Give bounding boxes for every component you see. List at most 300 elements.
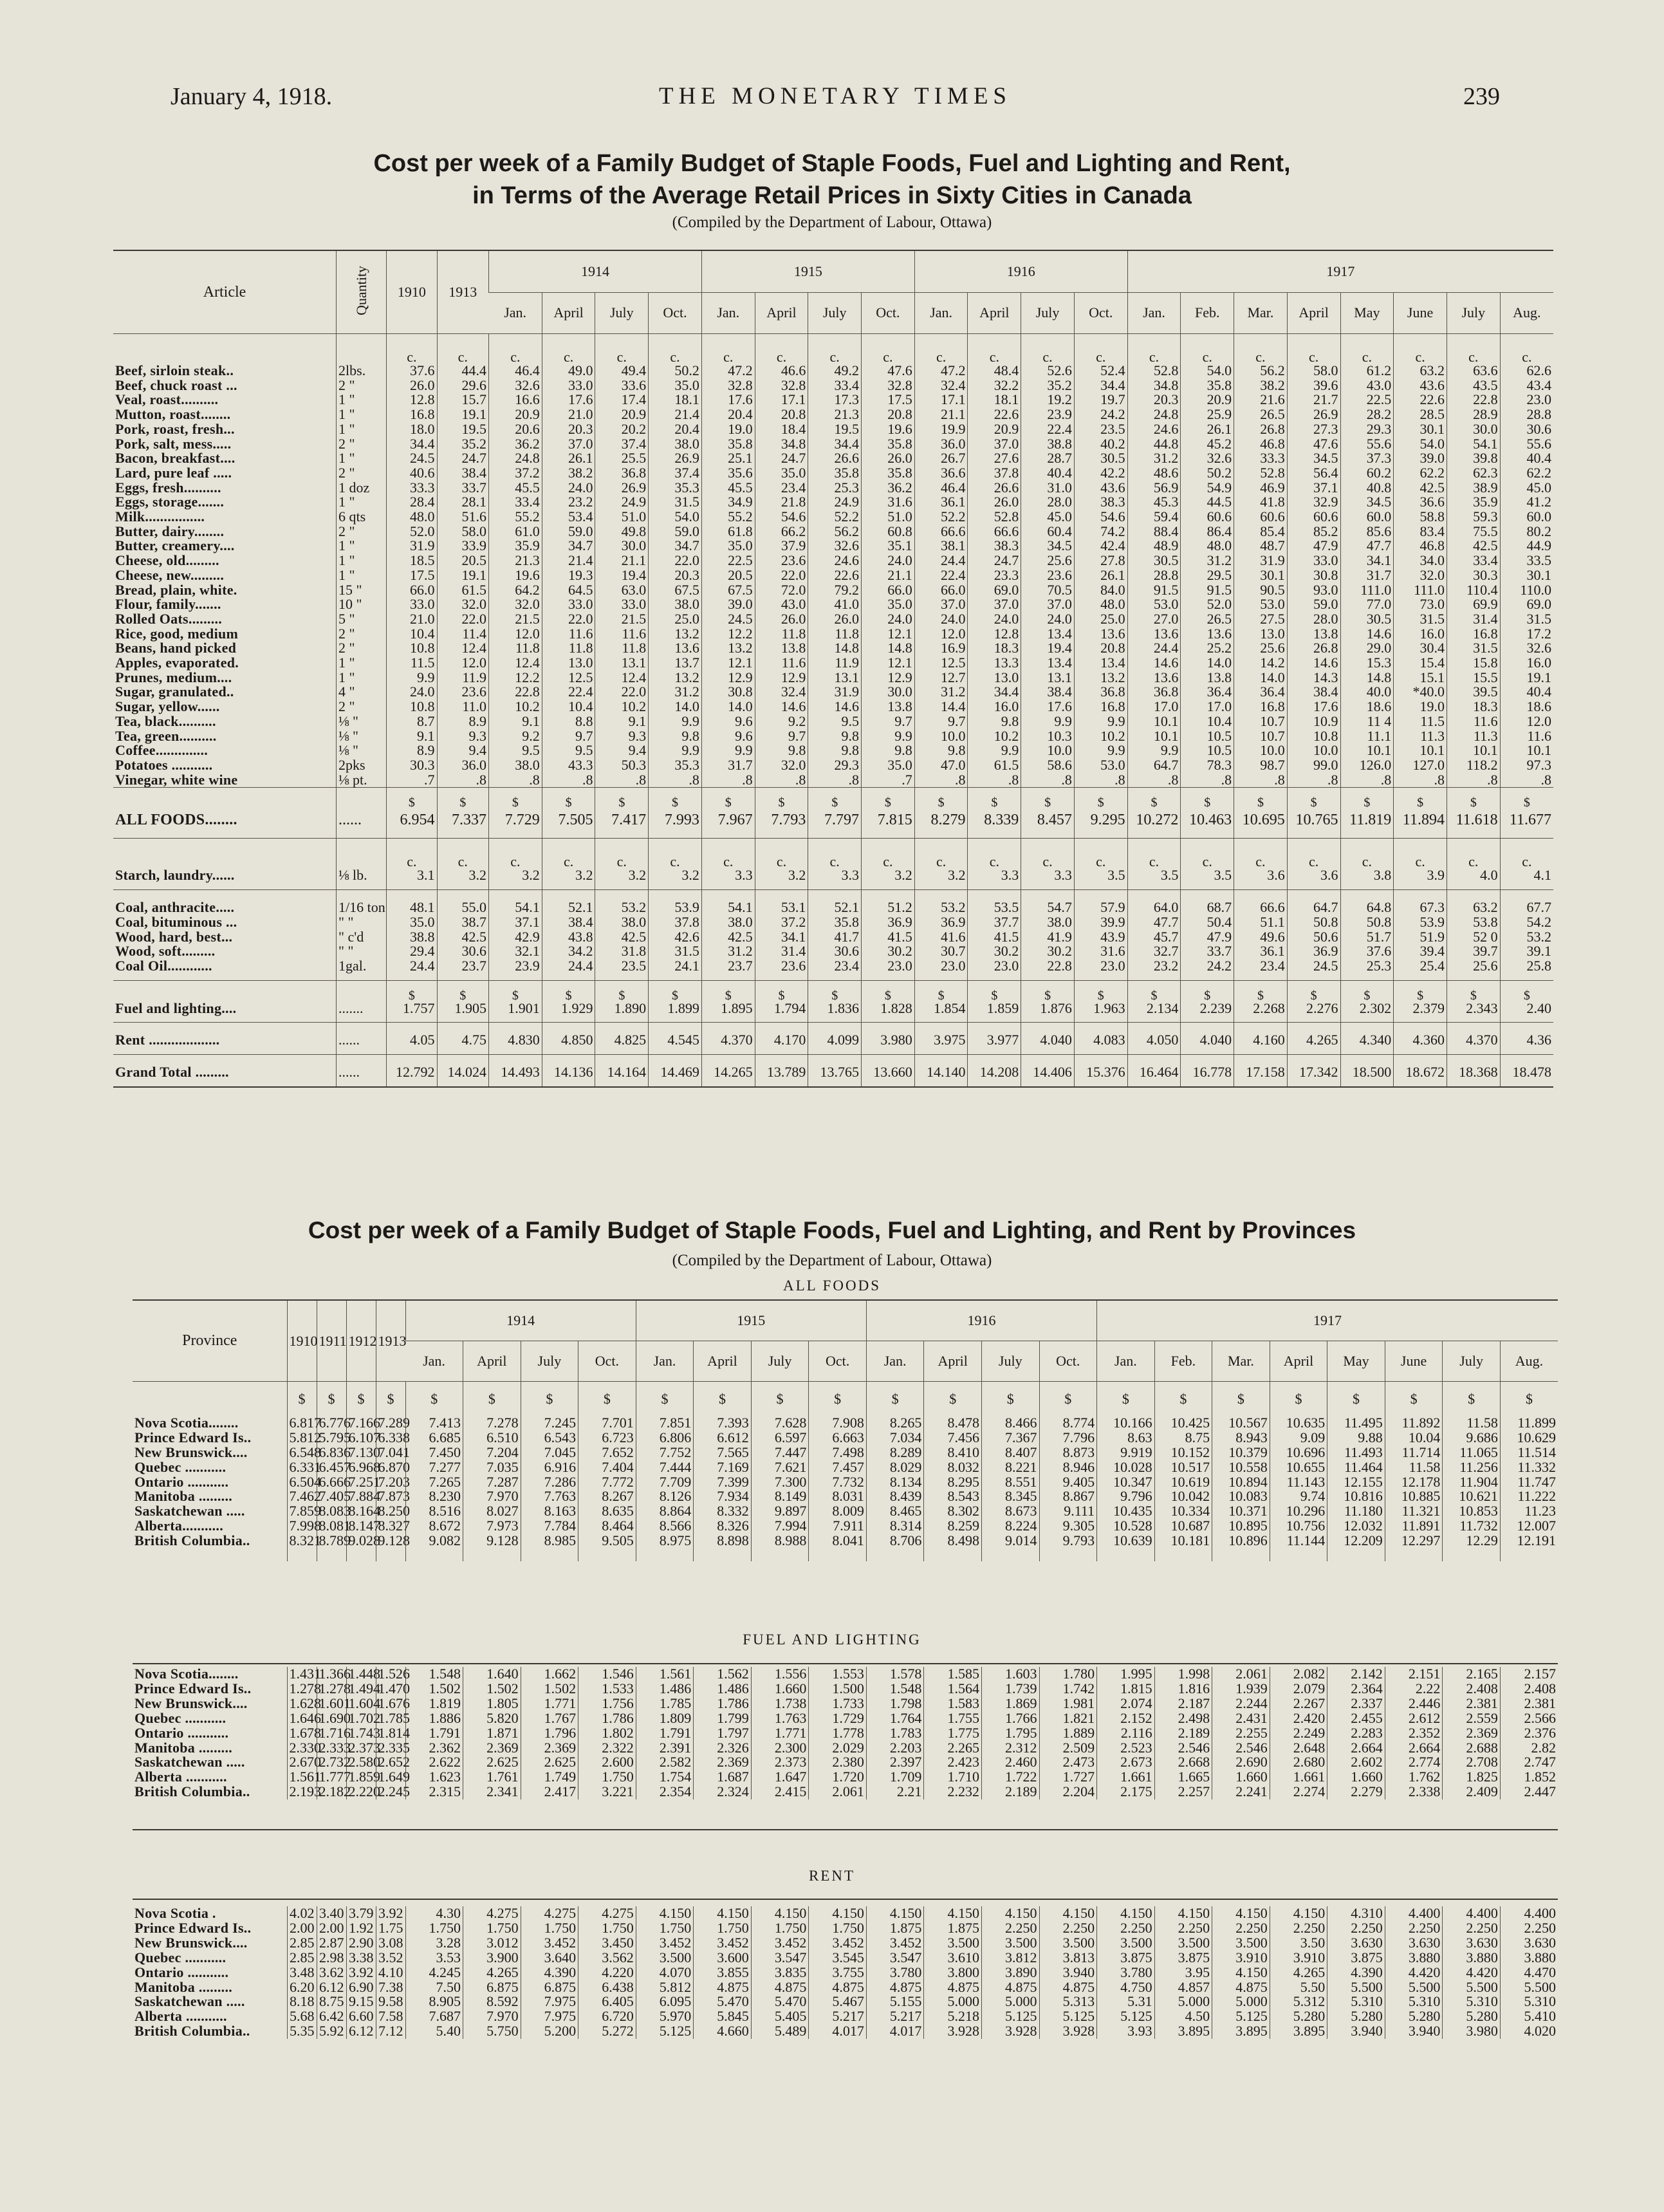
value-cell: 7.628 [751, 1416, 809, 1431]
value-cell: 31.9 [387, 539, 437, 553]
value-cell: 54.1 [489, 890, 542, 915]
quantity: 1 " [337, 422, 387, 437]
value-cell: 7.12 [376, 2024, 405, 2039]
value-cell: 38.3 [1074, 495, 1127, 510]
value-cell: 1.743 [346, 1726, 376, 1741]
dollar-sign: $ [1270, 1382, 1327, 1416]
dollar-sign: $ [521, 1382, 578, 1416]
article-label: Milk................ [115, 508, 205, 525]
value-cell: 5.280 [1270, 2009, 1327, 2024]
value-cell: 48.4 [968, 364, 1021, 378]
value-cell: 5.500 [1327, 1980, 1385, 1995]
value-cell: 26.6 [808, 451, 862, 466]
value-cell: 12.8 [968, 627, 1021, 642]
value-cell: 8.635 [578, 1504, 636, 1519]
value-cell: 2.498 [1154, 1711, 1212, 1726]
value-cell: 1.716 [317, 1726, 346, 1741]
value-cell: 66.0 [914, 583, 968, 598]
value-cell: 69.9 [1447, 597, 1500, 612]
value-cell: 32.8 [701, 378, 755, 393]
col-year: 1913 [376, 1300, 405, 1382]
province-label: British Columbia.. [134, 1783, 250, 1800]
value-cell: 43.6 [1394, 378, 1447, 393]
value-cell: 29.0 [1340, 641, 1394, 656]
value-cell: 21.3 [489, 553, 542, 568]
value-cell: 8.774 [1039, 1416, 1097, 1431]
value-cell: 64.7 [1127, 758, 1181, 773]
unit-cell: c. [437, 839, 488, 869]
value-cell: 17.342 [1287, 1055, 1340, 1087]
value-cell: 8.230 [405, 1489, 463, 1504]
value-cell: 40.6 [387, 466, 437, 481]
food-row [113, 393, 1553, 407]
province-label: New Brunswick.... [134, 1444, 248, 1460]
value-cell: 4.750 [1097, 1980, 1155, 1995]
value-cell: 2.333 [317, 1741, 346, 1756]
quantity: 2lbs. [337, 364, 387, 378]
value-cell: 7.797 [808, 808, 862, 839]
value-cell: 1.640 [463, 1667, 521, 1682]
value-cell: 20.3 [1127, 393, 1181, 407]
blank [751, 1548, 809, 1561]
value-cell: 9.405 [1039, 1475, 1097, 1490]
value-cell: 10.4 [1181, 714, 1234, 729]
value-cell: 10.2 [968, 729, 1021, 744]
month-header: Jan. [489, 292, 542, 334]
value-cell: 34.8 [755, 437, 808, 452]
value-cell: 39.0 [1394, 451, 1447, 466]
value-cell: 10.896 [1212, 1534, 1270, 1548]
value-cell: 17.5 [862, 393, 915, 407]
value-cell: 30.8 [701, 685, 755, 700]
value-cell: 2.680 [1270, 1755, 1327, 1770]
month-header: Jan. [636, 1341, 694, 1382]
value-cell: 1.819 [405, 1696, 463, 1711]
value-cell: 5.795 [317, 1431, 346, 1445]
value-cell: 4.875 [1039, 1980, 1097, 1995]
value-cell: 3.890 [981, 1966, 1039, 1980]
value-cell: 1.754 [636, 1770, 694, 1785]
value-cell: 42.5 [1447, 539, 1500, 553]
value-cell: 10.517 [1154, 1460, 1212, 1475]
value-cell: 9.9 [649, 743, 702, 758]
value-cell: 57.9 [1074, 890, 1127, 915]
value-cell: 72.0 [755, 583, 808, 598]
value-cell: 73.0 [1394, 597, 1447, 612]
value-cell: 53.2 [914, 890, 968, 915]
month-header: Jan. [1097, 1341, 1155, 1382]
value-cell: 31.2 [1127, 451, 1181, 466]
value-cell: 13.8 [1287, 627, 1340, 642]
value-cell: 7.815 [862, 808, 915, 839]
value-cell: 13.0 [1234, 627, 1288, 642]
value-cell: 14.265 [701, 1055, 755, 1087]
value-cell: 2.250 [1270, 1921, 1327, 1936]
province-label: Ontario ........... [134, 1964, 229, 1980]
value-cell: 56.2 [808, 525, 862, 539]
value-cell: 7.994 [751, 1519, 809, 1534]
value-cell: 52.1 [808, 890, 862, 915]
value-cell: 7.130 [346, 1445, 376, 1460]
value-cell: 1.628 [287, 1696, 317, 1711]
value-cell: 3.895 [1154, 2024, 1212, 2039]
value-cell: 14.0 [1181, 656, 1234, 671]
value-cell: 26.8 [1287, 641, 1340, 656]
dollar-sign: $ [1074, 980, 1127, 1001]
value-cell: 9.305 [1039, 1519, 1097, 1534]
value-cell: 40.4 [1500, 685, 1553, 700]
year-1914: 1914 [489, 250, 702, 292]
value-cell: 7.399 [694, 1475, 752, 1490]
value-cell: 9.7 [755, 729, 808, 744]
value-cell: 2.245 [376, 1785, 405, 1799]
province-label: Manitoba ......... [134, 1978, 233, 1995]
value-cell: 4.150 [751, 1906, 809, 1921]
value-cell: 37.8 [968, 466, 1021, 481]
value-cell: 46.6 [755, 364, 808, 378]
value-cell: 2.380 [809, 1755, 867, 1770]
blank [636, 1548, 694, 1561]
value-cell: 27.5 [1234, 612, 1288, 627]
value-cell: 3.28 [405, 1936, 463, 1951]
value-cell: 2.369 [1443, 1726, 1501, 1741]
table2-rent-body [133, 1906, 1558, 2039]
value-cell: 47.7 [1340, 539, 1394, 553]
value-cell: 3.755 [809, 1966, 867, 1980]
value-cell: 2.189 [1154, 1726, 1212, 1741]
value-cell: 25.2 [1181, 641, 1234, 656]
value-cell: 6.685 [405, 1431, 463, 1445]
value-cell: 1.661 [1270, 1770, 1327, 1785]
value-cell: 52.2 [808, 510, 862, 525]
value-cell: 36.9 [914, 915, 968, 930]
value-cell: 23.4 [755, 481, 808, 496]
value-cell: 1.502 [521, 1682, 578, 1696]
value-cell: 23.2 [542, 495, 595, 510]
value-cell: 4.275 [578, 1906, 636, 1921]
value-cell: 1.739 [981, 1682, 1039, 1696]
province-label: Manitoba ......... [134, 1488, 233, 1505]
value-cell: 23.4 [1234, 959, 1288, 980]
value-cell: 63.2 [1394, 364, 1447, 378]
value-cell: 33.4 [808, 378, 862, 393]
value-cell: 8.63 [1097, 1431, 1155, 1445]
value-cell: 3.2 [489, 868, 542, 889]
unit-cell: c. [808, 334, 862, 364]
dollar-sign: $ [1127, 788, 1181, 809]
table2-foods-body [133, 1382, 1558, 1562]
food-row [113, 525, 1553, 539]
unit-cell: c. [1500, 839, 1553, 869]
value-cell: 22.4 [914, 568, 968, 583]
value-cell: 30.3 [1447, 568, 1500, 583]
value-cell: 9.128 [376, 1534, 405, 1548]
value-cell: 2.40 [1500, 1001, 1553, 1023]
value-cell: 3.452 [866, 1936, 924, 1951]
value-cell: 15.3 [1340, 656, 1394, 671]
quantity: 2 " [337, 525, 387, 539]
value-cell: 9.028 [346, 1534, 376, 1548]
value-cell: 1.548 [405, 1667, 463, 1682]
quantity: 2 " [337, 466, 387, 481]
value-cell: 3.975 [914, 1023, 968, 1055]
dollar-sign: $ [1443, 1382, 1501, 1416]
value-cell: 10.1 [1127, 714, 1181, 729]
value-cell: 8.147 [346, 1519, 376, 1534]
value-cell: 9.9 [387, 671, 437, 685]
value-cell: 24.7 [755, 451, 808, 466]
value-cell: 60.0 [1340, 510, 1394, 525]
value-cell: 8.407 [981, 1445, 1039, 1460]
value-cell: 17.6 [701, 393, 755, 407]
value-cell: 3.940 [1039, 1966, 1097, 1980]
value-cell: 36.9 [1287, 944, 1340, 959]
fuel-table-top-rule [133, 1663, 1558, 1664]
col-year: 1912 [346, 1300, 376, 1382]
value-cell: 1.561 [636, 1667, 694, 1682]
unit-cell: c. [968, 839, 1021, 869]
value-cell: 5.312 [1270, 1994, 1327, 2009]
value-cell: 6.107 [346, 1431, 376, 1445]
value-cell: 6.968 [346, 1460, 376, 1475]
value-cell: 7.041 [376, 1445, 405, 1460]
value-cell: 66.2 [755, 525, 808, 539]
value-cell: 2.22 [1385, 1682, 1443, 1696]
value-cell: 1.661 [1097, 1770, 1155, 1785]
value-cell: 8.673 [981, 1504, 1039, 1519]
value-cell: 3.2 [649, 868, 702, 889]
value-cell: 7.687 [405, 2009, 463, 2024]
header-row-years [113, 250, 1553, 292]
value-cell: 18.672 [1394, 1055, 1447, 1087]
value-cell: 2.300 [751, 1741, 809, 1756]
value-cell: 1.750 [809, 1921, 867, 1936]
dollar-sign: $ [463, 1382, 521, 1416]
value-cell: 5.218 [924, 2009, 982, 2024]
month-header: Oct. [1039, 1341, 1097, 1382]
value-cell: 21.1 [595, 553, 649, 568]
value-cell: 2.061 [1212, 1667, 1270, 1682]
value-cell: 23.9 [1021, 407, 1075, 422]
article-label: Rolled Oats......... [115, 610, 223, 627]
value-cell: 64.2 [489, 583, 542, 598]
value-cell: 16.778 [1181, 1055, 1234, 1087]
province-label: Prince Edward Is.. [134, 1429, 252, 1445]
value-cell: 69.0 [968, 583, 1021, 598]
value-cell: 7.404 [578, 1460, 636, 1475]
value-cell: 3.2 [437, 868, 488, 889]
value-cell: 30.6 [437, 944, 488, 959]
value-cell: 10.1 [1500, 743, 1553, 758]
value-cell: 2.362 [405, 1741, 463, 1756]
value-cell: 13.6 [649, 641, 702, 656]
value-cell: 43.5 [1447, 378, 1500, 393]
value-cell: 5.155 [866, 1994, 924, 2009]
value-cell: 12.0 [1500, 714, 1553, 729]
value-cell: 7.287 [463, 1475, 521, 1490]
value-cell: 4.370 [1447, 1023, 1500, 1055]
value-cell: 2.134 [1127, 1001, 1181, 1023]
value-cell: 45.7 [1127, 930, 1181, 945]
value-cell: 14.164 [595, 1055, 649, 1087]
value-cell: 2.774 [1385, 1755, 1443, 1770]
value-cell: 5.845 [694, 2009, 752, 2024]
value-cell: 6.817 [287, 1416, 317, 1431]
article-label: Rent ................... [113, 1023, 337, 1055]
quantity: 2 " [337, 627, 387, 642]
value-cell: 3.452 [694, 1936, 752, 1951]
quantity: 2 " [337, 437, 387, 452]
article-label: Grand Total ......... [113, 1055, 337, 1087]
value-cell: 97.3 [1500, 758, 1553, 773]
food-row [113, 743, 1553, 758]
value-cell: 10.347 [1097, 1475, 1155, 1490]
blank [133, 1382, 287, 1416]
unit-cell: c. [1287, 839, 1340, 869]
value-cell: 14.6 [1287, 656, 1340, 671]
value-cell: 1.821 [1039, 1711, 1097, 1726]
value-cell: 10.04 [1385, 1431, 1443, 1445]
value-cell: 2.423 [924, 1755, 982, 1770]
value-cell: 9.09 [1270, 1431, 1327, 1445]
dollar-sign: $ [1181, 980, 1234, 1001]
month-header: April [542, 292, 595, 334]
value-cell: 2.193 [287, 1785, 317, 1799]
value-cell: 48.7 [1234, 539, 1288, 553]
food-row [113, 656, 1553, 671]
value-cell: 7.278 [463, 1416, 521, 1431]
fuel-row [113, 915, 1553, 930]
unit-cell: c. [1500, 334, 1553, 364]
province-label: Alberta ........... [134, 1769, 227, 1785]
value-cell: 7.565 [694, 1445, 752, 1460]
value-cell: 51.0 [595, 510, 649, 525]
value-cell: 9.88 [1327, 1431, 1385, 1445]
value-cell: 5.310 [1443, 1994, 1501, 2009]
value-cell: 33.7 [437, 481, 488, 496]
value-cell: 38.3 [968, 539, 1021, 553]
value-cell: 8.498 [924, 1534, 982, 1548]
value-cell: 13.8 [862, 700, 915, 714]
blank [376, 1548, 405, 1561]
value-cell: 26.6 [968, 481, 1021, 496]
value-cell: 5.970 [636, 2009, 694, 2024]
value-cell: 13.4 [1021, 656, 1075, 671]
value-cell: 10.371 [1212, 1504, 1270, 1519]
value-cell: 9.9 [701, 743, 755, 758]
value-cell: 2.175 [1097, 1785, 1155, 1799]
value-cell: 18.0 [387, 422, 437, 437]
value-cell: 3.610 [924, 1951, 982, 1966]
value-cell: 36.8 [1074, 685, 1127, 700]
value-cell: 2.566 [1500, 1711, 1558, 1726]
value-cell: 32.0 [437, 597, 488, 612]
value-cell: 12.0 [914, 627, 968, 642]
value-cell: 3.500 [1154, 1936, 1212, 1951]
unit-cell: c. [1394, 839, 1447, 869]
food-row [113, 568, 1553, 583]
value-cell: 50.8 [1287, 915, 1340, 930]
value-cell: 38.1 [914, 539, 968, 553]
value-cell: 7.784 [521, 1519, 578, 1534]
value-cell: 23.4 [808, 959, 862, 980]
value-cell: 8.789 [317, 1534, 346, 1548]
value-cell: 24.0 [862, 553, 915, 568]
province-label: Quebec ........... [134, 1709, 226, 1726]
value-cell: 36.8 [595, 466, 649, 481]
unit-qty [337, 334, 387, 364]
value-cell: 11.495 [1327, 1416, 1385, 1431]
value-cell: 26.0 [808, 612, 862, 627]
value-cell: 19.7 [1074, 393, 1127, 407]
value-cell: 31.5 [649, 495, 702, 510]
value-cell: 111.0 [1340, 583, 1394, 598]
value-cell: 4.150 [981, 1906, 1039, 1921]
value-cell: 38.0 [649, 437, 702, 452]
value-cell: 53.5 [968, 890, 1021, 915]
food-row [113, 364, 1553, 378]
value-cell: 2.335 [376, 1741, 405, 1756]
value-cell: 2.602 [1327, 1755, 1385, 1770]
value-cell: .8 [1181, 773, 1234, 788]
value-cell: 15.1 [1394, 671, 1447, 685]
value-cell: 3.800 [924, 1966, 982, 1980]
value-cell: 9.9 [1074, 714, 1127, 729]
month-header: July [1021, 292, 1075, 334]
value-cell: 8.327 [376, 1519, 405, 1534]
dollar-sign: $ [924, 1382, 982, 1416]
value-cell: 8.326 [694, 1519, 752, 1534]
value-cell: 24.5 [387, 451, 437, 466]
value-cell: 11.891 [1385, 1519, 1443, 1534]
value-cell: 8.465 [866, 1504, 924, 1519]
value-cell: 17.6 [1021, 700, 1075, 714]
value-cell: 41.9 [1021, 930, 1075, 945]
value-cell: 3.95 [1154, 1966, 1212, 1980]
value-cell: 23.5 [1074, 422, 1127, 437]
value-cell: 41.5 [968, 930, 1021, 945]
value-cell: 7.934 [694, 1489, 752, 1504]
value-cell: 41.5 [862, 930, 915, 945]
food-row [113, 437, 1553, 452]
value-cell: 60.8 [862, 525, 915, 539]
value-cell: 7.405 [317, 1489, 346, 1504]
value-cell: 9.5 [542, 743, 595, 758]
value-cell: 9.8 [862, 743, 915, 758]
value-cell: 10.152 [1154, 1445, 1212, 1460]
value-cell: 4.857 [1154, 1980, 1212, 1995]
value-cell: 10.8 [387, 641, 437, 656]
table2-compiled-note: (Compiled by the Department of Labour, Ottawa) [672, 1252, 992, 1269]
value-cell: 31.8 [595, 944, 649, 959]
province-row [133, 1667, 1558, 1682]
value-cell: 3.600 [694, 1951, 752, 1966]
value-cell: 37.6 [1340, 944, 1394, 959]
value-cell: 14.6 [808, 700, 862, 714]
value-cell: 23.6 [755, 959, 808, 980]
value-cell: 8.027 [463, 1504, 521, 1519]
value-cell: 4.265 [1287, 1023, 1340, 1055]
month-header: June [1394, 292, 1447, 334]
value-cell: 1.767 [521, 1711, 578, 1726]
value-cell: 2.352 [1385, 1726, 1443, 1741]
value-cell: 3.875 [1327, 1951, 1385, 1966]
dollar-sign: $ [914, 788, 968, 809]
value-cell: 30.8 [1287, 568, 1340, 583]
year-1917: 1917 [1097, 1300, 1558, 1341]
value-cell: 8.439 [866, 1489, 924, 1504]
value-cell: 63.2 [1447, 890, 1500, 915]
